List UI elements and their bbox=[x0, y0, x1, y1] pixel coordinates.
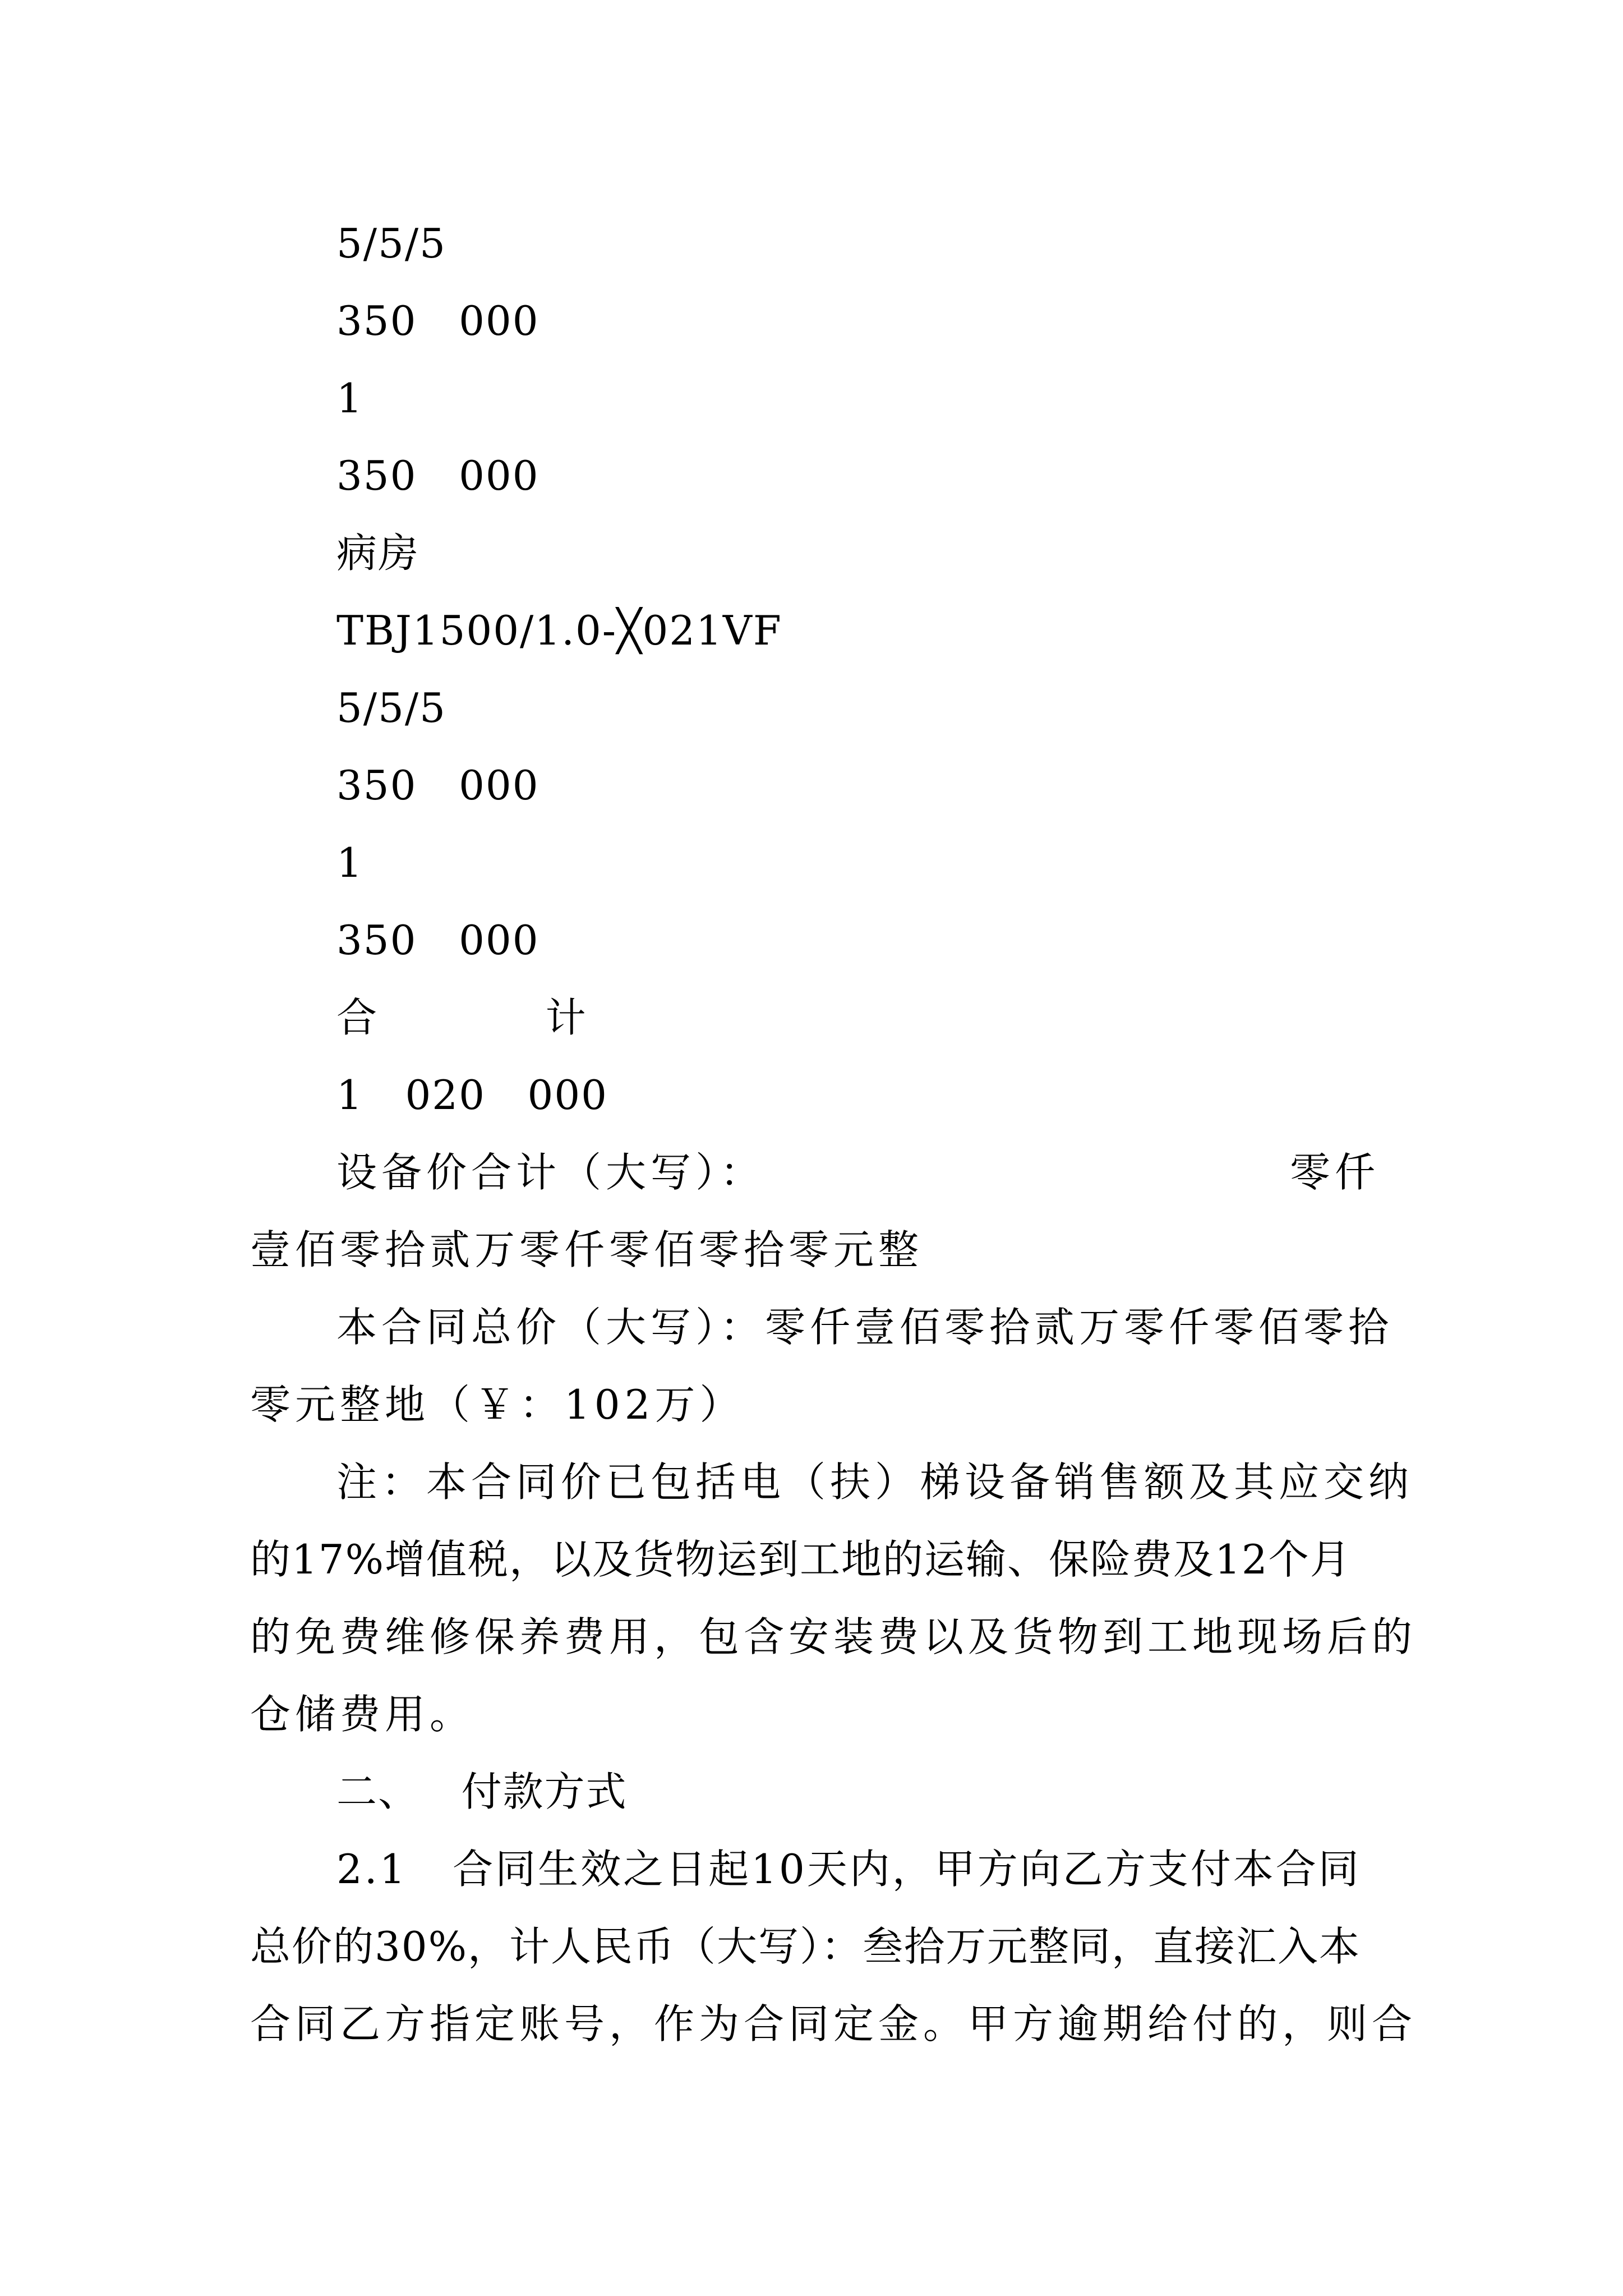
clause-line: 2.1 合同生效之日起10天内，甲方向乙方支付本合同 bbox=[336, 1846, 1361, 1893]
clause-line: 总价的30%，计人民币（大写）：叁拾万元整同，直接汇入本 bbox=[250, 1923, 1361, 1970]
text-line: 1 020 000 bbox=[336, 1071, 608, 1119]
text-line: 350 000 bbox=[336, 452, 540, 499]
text-line: 病房 bbox=[336, 530, 420, 577]
note-line: 仓储费用。 bbox=[250, 1691, 475, 1738]
clause-line: 合同乙方指定账号，作为合同定金。甲方逾期给付的，则合 bbox=[250, 2000, 1417, 2047]
section-title: 二、 付款方式 bbox=[336, 1768, 628, 1815]
note-line: 注：本合同价已包括电（扶）梯设备销售额及其应交纳 bbox=[336, 1458, 1414, 1506]
note-line: 的免费维修保养费用，包含安装费以及货物到工地现场后的 bbox=[250, 1613, 1417, 1660]
note-line: 的17%增值税，以及货物运到工地的运输、保险费及12个月 bbox=[250, 1536, 1352, 1583]
text-line: TBJ1500/1.0-╳021VF bbox=[336, 607, 782, 654]
text-line: 350 000 bbox=[336, 762, 540, 809]
contract-total-line: 零元整地（￥：102万） bbox=[250, 1381, 745, 1428]
equipment-total-continued: 壹佰零拾贰万零仟零佰零拾零元整 bbox=[250, 1226, 924, 1273]
text-line: 5/5/5 bbox=[336, 220, 446, 267]
text-line: 1 bbox=[336, 375, 363, 422]
text-line: 1 bbox=[336, 839, 363, 886]
text-line: 5/5/5 bbox=[336, 684, 446, 731]
equipment-total-label: 设备价合计（大写）： bbox=[336, 1149, 766, 1196]
equipment-total-tail: 零仟 bbox=[1289, 1149, 1380, 1196]
text-line: 350 000 bbox=[336, 917, 540, 964]
text-line: 合 计 bbox=[336, 994, 587, 1041]
equipment-total-row bbox=[336, 1149, 1380, 1196]
text-line: 350 000 bbox=[336, 297, 540, 344]
contract-total-line: 本合同总价（大写）：零仟壹佰零拾贰万零仟零佰零拾 bbox=[336, 1304, 1394, 1351]
